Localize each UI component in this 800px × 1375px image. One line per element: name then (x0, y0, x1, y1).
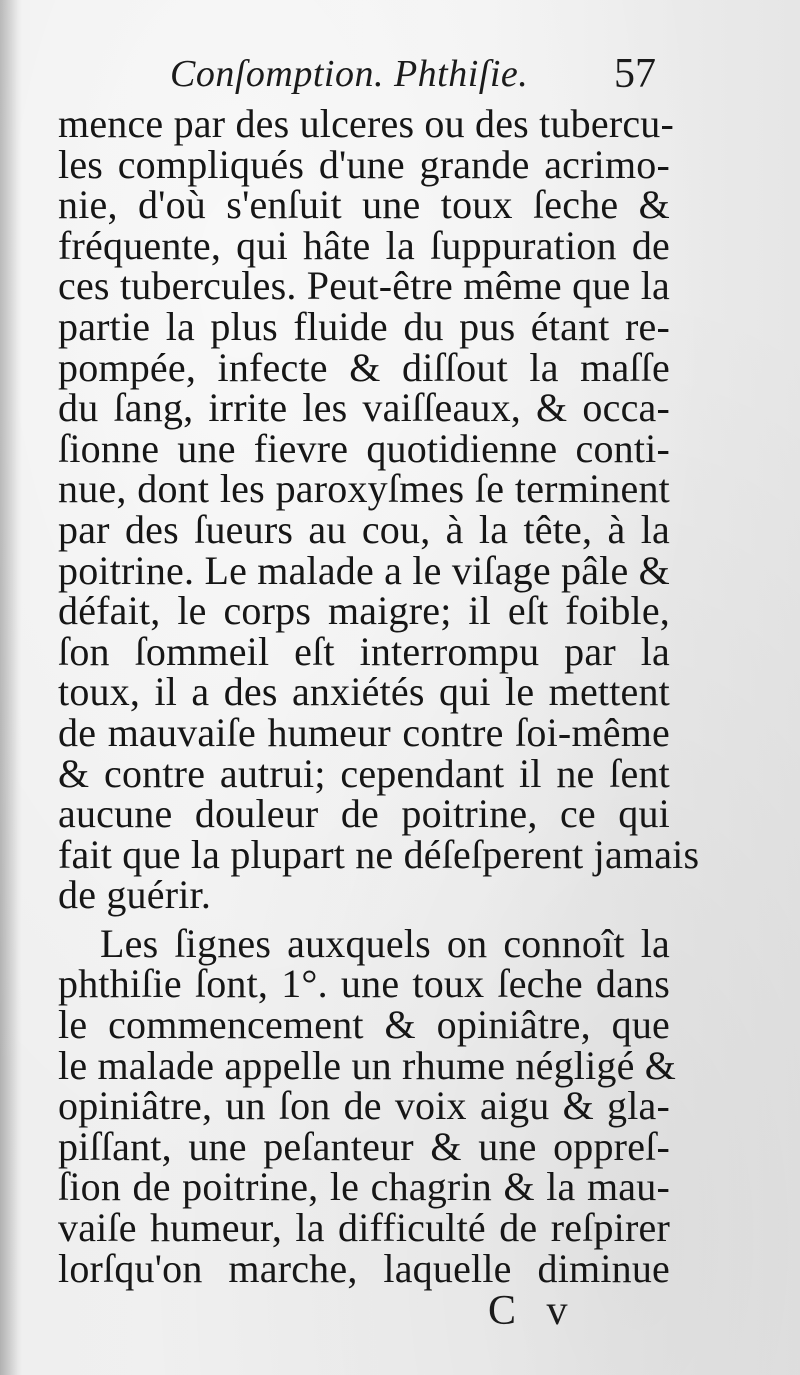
spine-shadow (0, 0, 22, 1375)
paragraph-2 (58, 920, 677, 1291)
text-line: mence par des ulceres ou des tubercu- (58, 101, 675, 146)
running-head (170, 48, 660, 100)
text-line: ſon ſommeil eſt interrompu par la (58, 628, 670, 674)
text-line: ſion de poitrine, le chagrin & la mau- (58, 1164, 670, 1210)
running-title: Conſomption. Phthiſie. (170, 53, 529, 95)
text-line: ſionne une fievre quotidienne conti- (58, 425, 670, 471)
text-line: nue, dont les paroxyſmes ſe terminent (58, 466, 670, 512)
text-line: opiniâtre, un ſon de voix aigu & gla- (58, 1083, 670, 1129)
text-line: fait que la plupart ne déſeſperent jamais (58, 831, 700, 877)
text-line: fréquente, qui hâte la ſuppuration de (58, 222, 670, 268)
text-line: toux, il a des anxiétés qui le mettent (58, 669, 670, 715)
text-line: aucune douleur de poitrine, ce qui (58, 791, 670, 837)
text-line: partie la plus fluide du pus étant re- (58, 303, 670, 349)
text-line: nie, d'où s'enſuit une toux ſeche & (58, 182, 670, 228)
body-text (58, 101, 700, 1291)
text-line: poitrine. Le malade a le viſage pâle & (58, 547, 670, 593)
text-line: de guérir. (58, 872, 212, 918)
text-line: pompée, infecte & diſſout la maſſe (58, 344, 670, 390)
text-line: Les ſignes auxquels on connoît la (100, 920, 670, 966)
page-number: 57 (614, 51, 656, 97)
text-line: par des ſueurs au cou, à la tête, à la (58, 506, 670, 552)
text-line: vaiſe humeur, la difficulté de reſpirer (58, 1205, 670, 1251)
text-line: défait, le corps maigre; il eſt foible, (58, 588, 670, 634)
text-line: de mauvaiſe humeur contre ſoi-même (58, 709, 670, 755)
catchword: C v (488, 1288, 578, 1334)
text-line: & contre autrui; cependant il ne ſent (58, 750, 670, 796)
text-line: piſſant, une peſanteur & une oppreſ- (58, 1123, 670, 1169)
text-line: le malade appelle un rhume négligé & (58, 1042, 677, 1088)
text-line: lorſqu'on marche, laquelle diminue (58, 1245, 670, 1291)
text-line: phthiſie ſont, 1°. une toux ſeche dans (58, 961, 670, 1007)
text-line: le commencement & opiniâtre, que (58, 1002, 670, 1048)
text-line: ces tubercules. Peut-être même que la (58, 263, 670, 309)
text-line: les compliqués d'une grande acrimo- (58, 141, 670, 187)
text-line: du ſang, irrite les vaiſſeaux, & occa- (58, 385, 670, 431)
paragraph-1 (58, 101, 700, 918)
